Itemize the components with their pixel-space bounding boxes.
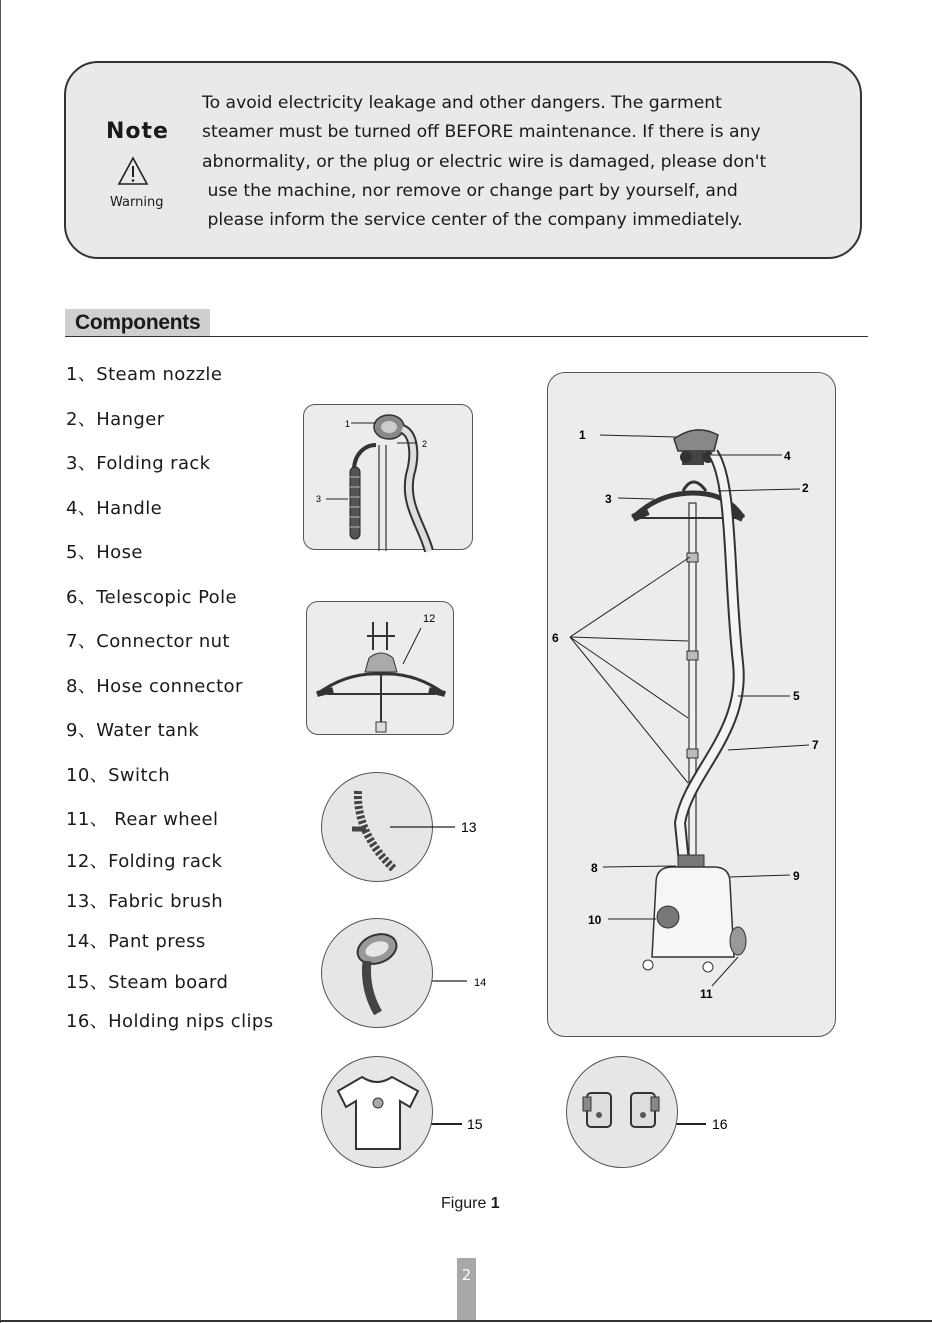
figure-caption-number: 1 [490, 1195, 500, 1212]
list-item: 7、Connector nut [66, 631, 230, 652]
callout-label: 16 [712, 1116, 728, 1132]
callout-label: 3 [316, 494, 322, 504]
list-item: 3、Folding rack [66, 453, 211, 474]
callout-label: 13 [461, 819, 477, 835]
figure-caption [441, 1195, 500, 1213]
callout-label: 1 [579, 428, 586, 442]
pant-press-illustration [322, 919, 434, 1029]
callout-label: 14 [474, 977, 487, 989]
list-item: 4、Handle [66, 498, 163, 519]
list-item: 2、Hanger [66, 409, 165, 430]
figure-caption-prefix: Figure [441, 1195, 491, 1212]
callout-label: 6 [552, 631, 559, 645]
callout-label: 12 [423, 613, 436, 625]
list-item: 15、Steam board [66, 972, 229, 993]
callout-label: 5 [793, 689, 800, 703]
list-item: 10、Switch [66, 765, 171, 786]
detail-steam-board [321, 1056, 433, 1168]
list-item: 1、Steam nozzle [66, 364, 223, 385]
note-title: Note [106, 119, 169, 144]
callout-label: 9 [793, 869, 800, 883]
detail-holding-clips [566, 1056, 678, 1168]
components-heading: Components [65, 309, 210, 337]
note-line: please inform the service center of the company immediately. [202, 210, 743, 231]
list-item: 9、Water tank [66, 720, 200, 741]
note-line: To avoid electricity leakage and other dangers. The garment [202, 93, 722, 113]
callout-label: 7 [812, 738, 819, 752]
callout-label: 4 [784, 449, 791, 463]
callout-label: 11 [700, 987, 713, 1001]
callout-label: 2 [422, 439, 428, 449]
list-item: 14、Pant press [66, 931, 206, 952]
list-item: 6、Telescopic Pole [66, 587, 237, 608]
list-item: 12、Folding rack [66, 851, 223, 872]
list-item: 13、Fabric brush [66, 891, 224, 912]
note-line: use the machine, nor remove or change part by yourself, and [202, 180, 738, 201]
callout-label: 10 [588, 913, 602, 927]
holding-clips-illustration [567, 1057, 679, 1169]
warning-label: Warning [110, 195, 164, 210]
list-item: 11、 Rear wheel [66, 809, 219, 830]
callout-label: 15 [467, 1116, 483, 1132]
main-figure [547, 372, 836, 1037]
page-number: 2 [457, 1258, 476, 1320]
callout-label: 1 [345, 419, 351, 429]
steam-board-illustration [322, 1057, 434, 1169]
note-line: steamer must be turned off BEFORE maintenance. If there is any [202, 122, 761, 143]
callout-label: 8 [591, 861, 598, 875]
list-item: 8、Hose connector [66, 676, 243, 697]
callout-label: 2 [802, 481, 809, 495]
list-item: 5、Hose [66, 542, 143, 563]
list-item: 16、Holding nips clips [66, 1011, 274, 1032]
callout-label: 3 [605, 492, 612, 506]
detail-pant-press [321, 918, 433, 1028]
garment-steamer-illustration [548, 373, 837, 1038]
note-line: abnormality, or the plug or electric wire is damaged, please don't [202, 151, 767, 172]
